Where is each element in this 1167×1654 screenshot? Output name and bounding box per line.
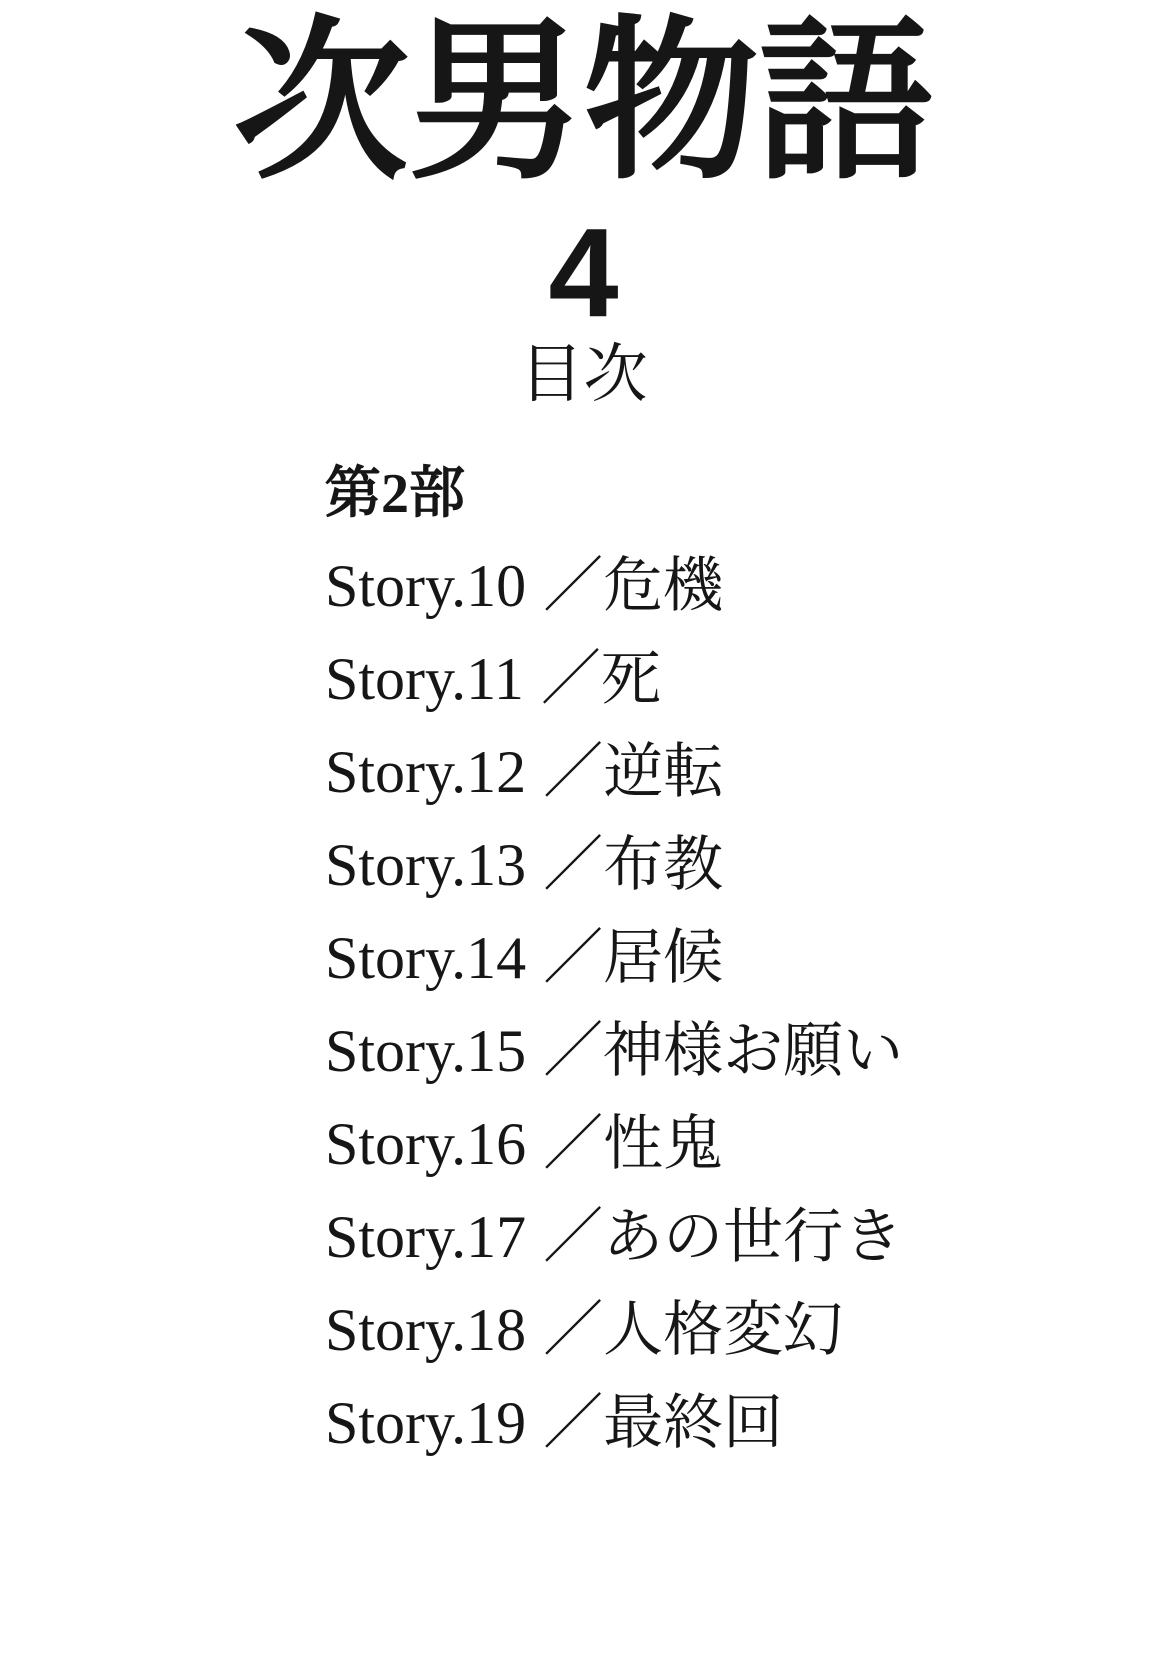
toc-entry-divider-slash: ／ — [543, 739, 604, 805]
toc-entry — [325, 540, 1167, 633]
toc-entry — [325, 1005, 1167, 1098]
toc-entry-title: あの世行き — [603, 1204, 904, 1270]
series-title: 次男物語 — [233, 5, 934, 200]
toc-entry-divider-slash: ／ — [543, 1204, 604, 1270]
volume-number: 4 — [548, 202, 619, 343]
toc-entry-number: Story.18 — [325, 1297, 527, 1363]
toc-entry-title: 最終回 — [603, 1390, 784, 1456]
toc-entry-divider-slash: ／ — [543, 553, 604, 619]
toc-entry-title: 危機 — [603, 553, 724, 619]
toc-entry — [325, 819, 1167, 912]
toc-entry-divider-slash: ／ — [543, 832, 604, 898]
toc-entry-number: Story.12 — [325, 739, 527, 805]
toc-entry-divider-slash: ／ — [543, 925, 604, 991]
toc-entry-number: Story.13 — [325, 832, 527, 898]
toc-entry-divider-slash: ／ — [543, 1111, 604, 1177]
toc-entry-number: Story.16 — [325, 1111, 527, 1177]
toc-entry-number: Story.17 — [325, 1204, 527, 1270]
toc-entry-divider-slash: ／ — [543, 1018, 604, 1084]
toc-entry-number: Story.15 — [325, 1018, 527, 1084]
toc-entry — [325, 1377, 1167, 1470]
section-heading: 第2部 — [325, 463, 465, 525]
toc-entry — [325, 633, 1167, 726]
toc-entry-divider-slash: ／ — [543, 1390, 604, 1456]
contents-heading: 目次 — [519, 338, 648, 410]
toc-entry-title: 死 — [600, 646, 661, 712]
toc-section — [325, 463, 1167, 1470]
toc-entry-title: 居候 — [603, 925, 724, 991]
toc-entry-title: 布教 — [603, 832, 724, 898]
toc-entry-title: 人格変幻 — [603, 1297, 844, 1363]
toc-entry-divider-slash: ／ — [543, 1297, 604, 1363]
toc-entry-number: Story.19 — [325, 1390, 527, 1456]
toc-entry-number: Story.14 — [325, 925, 527, 991]
toc-entry — [325, 726, 1167, 819]
toc-entry — [325, 1098, 1167, 1191]
toc-entry-number: Story.10 — [325, 553, 527, 619]
book-header — [0, 0, 1167, 410]
toc-entry-title: 逆転 — [603, 739, 724, 805]
toc-entry — [325, 1191, 1167, 1284]
toc-entry — [325, 912, 1167, 1005]
toc-entry-number: Story.11 — [325, 646, 524, 712]
toc-entry — [325, 1284, 1167, 1377]
toc-entry-title: 性鬼 — [603, 1111, 724, 1177]
toc-entry-title: 神様お願い — [603, 1018, 904, 1084]
toc-list — [325, 540, 1167, 1470]
toc-entry-divider-slash: ／ — [540, 646, 601, 712]
